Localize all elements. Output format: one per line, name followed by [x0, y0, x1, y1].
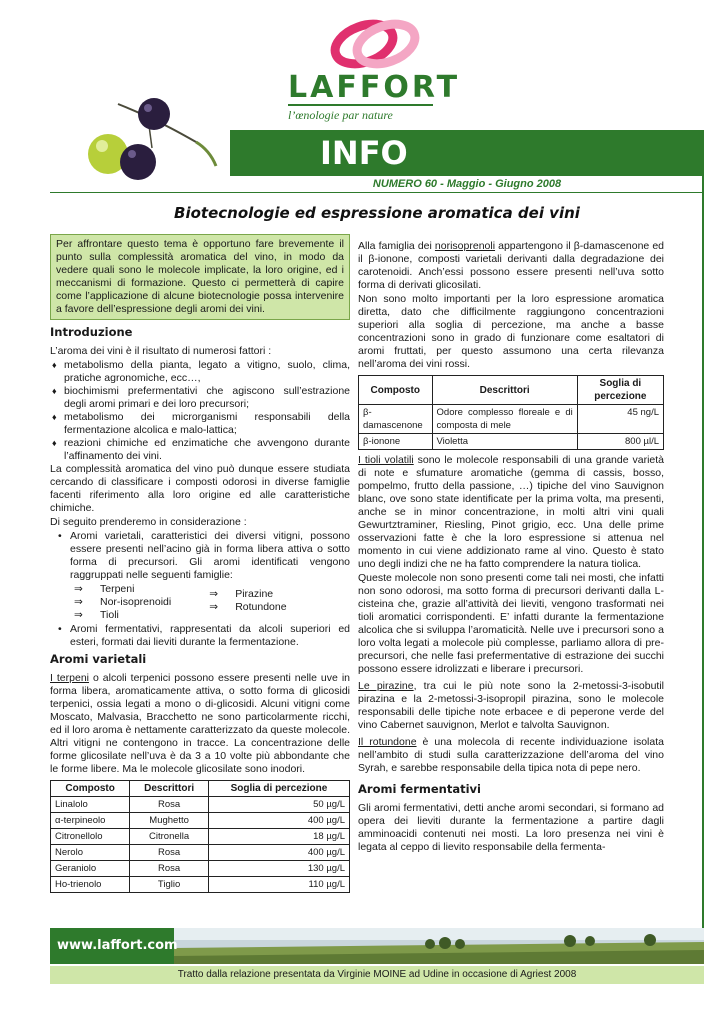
paragraph-norisoprenoli: Alla famiglia dei norisoprenoli appartengono il β-damascenone ed il β-ionone, composti varietali derivanti dalla degradazione dei carotenoidi. Anch’essi possono essere presenti nell’uva sotto forma di derivati glicosilati.: [358, 240, 664, 291]
list-item: • Aromi varietali, caratteristici dei diversi vitigni, possono essere presenti nell’acino già in forma libera attiva o sotto forma di precursori. Gli aromi identificati vengono raggruppati nelle seguenti famiglie:: [54, 530, 350, 582]
list-item: • Aromi fermentativi, rappresentati da alcoli superiori ed esteri, formati dai lieviti durante la fermentazione.: [54, 623, 350, 649]
column-header: Descrittori: [432, 376, 577, 405]
laffort-logo-icon: [320, 12, 430, 76]
paragraph: Queste molecole non sono presenti come tali nei mosti, che infatti non sono odorosi, ma sotto forma di precursori derivanti dalla L-cisteina che, grazie all’attività dei lieviti, vengono trasformati nei tioli aromatici corrispondenti. E’ infatti durante la fermentazione alcolica che si sviluppa l’aromaticità. Nelle uve i precursori sono a loro volta legati a molecole più complesse, parliamo allora di pre-precursori, che nelle fasi prefermentative di estrazione dei succhi possono essere idrolizzati e liberare i precursori.: [358, 572, 664, 675]
table-cell: Geraniolo: [51, 861, 130, 877]
table-cell: Violetta: [432, 434, 577, 450]
aroma-categories-list: [54, 530, 350, 582]
table-cell: 18 µg/L: [208, 829, 349, 845]
paragraph: Di seguito prenderemo in considerazione :: [50, 516, 247, 528]
column-header: Soglia di percezione: [577, 376, 663, 405]
table-cell: Odore complesso floreale e di composta di mele: [432, 405, 577, 434]
paragraph-pirazine: Le pirazine, tra cui le più note sono la 2-metossi-3-isobutil pirazina e la 2-metossi-3-isopropil pirazina, sono le molecole responsabili delle tipiche note erbacee e di peperone verde del vino Cabernet sauvignon, Merlot e talvolta Sauvignon.: [358, 680, 664, 731]
info-title: INFO: [320, 134, 408, 172]
table-cell: 110 µg/L: [208, 877, 349, 893]
table-cell: Rosa: [130, 797, 209, 813]
paragraph: L’aroma dei vini è il risultato di numerosi fattori :: [50, 345, 272, 357]
paragraph: Gli aromi fermentativi, detti anche aromi secondari, si formano ad opera dei lieviti durante la fermentazione a partire dagli amminoacidi contenuti nei mosti. La loro presenza nei vini è legata al ceppo di lievito responsabile della fermenta-: [358, 802, 664, 853]
paragraph-terpeni: I terpeni o alcoli terpenici possono essere presenti nelle uve in forma libera, aromaticamente attiva, o sotto forma di glicosidi terpenici, ossia legati a mono o di-glicosidi. Alcuni vitigni come Moscato, Malvasia, Bracchetto ne sono particolarmente ricchi, ed il loro aroma è nettamente caratterizzato da queste molecole. Altri vitigni ne contengono in tracce. La concentrazione delle forme glicosilate nell’uva è da 3 a 10 volte più abbondante che le forme libere. Ma le molecole glicosilate sono inodori.: [50, 672, 350, 775]
family-item: ⇒ Rotundone: [209, 601, 286, 614]
table-cell: 800 µl/L: [577, 434, 663, 450]
brand-name: LAFFORT: [288, 70, 461, 105]
term-pirazine: Le pirazine: [358, 680, 414, 692]
column-header: Composto: [51, 781, 130, 797]
table-cell: β-damascenone: [359, 405, 433, 434]
family-item: ⇒ Terpeni: [74, 583, 171, 596]
brand-tagline: l’œnologie par nature: [288, 104, 433, 123]
table-row: [359, 434, 664, 450]
left-column: [50, 234, 350, 897]
website-link[interactable]: www.laffort.com: [50, 928, 174, 964]
table-cell: 130 µg/L: [208, 861, 349, 877]
table-cell: Tiglio: [130, 877, 209, 893]
list-item: ♦ biochimismi prefermentativi che agiscono sull’estrazione degli aromi primari e dei loro precursori;: [50, 385, 350, 411]
terpenes-table: [50, 780, 350, 893]
table-header-row: [359, 376, 664, 405]
document-title: Biotecnologie ed espressione aromatica dei vini: [174, 204, 580, 222]
table-cell: Nerolo: [51, 845, 130, 861]
paragraph: La complessità aromatica del vino può dunque essere studiata cercando di classificare i composti odorosi in diverse famiglie facenti riferimento alla loro origine ed alle caratteristiche chimiche.: [50, 463, 350, 514]
list-item: ♦ metabolismo dei microrganismi responsabili della fermentazione alcolica e malo-lattica;: [50, 411, 350, 437]
table-cell: β-ionone: [359, 434, 433, 450]
table-header-row: [51, 781, 350, 797]
right-column: [358, 240, 664, 855]
term-rotundone: Il rotundone: [358, 736, 417, 748]
term-norisoprenoli: norisoprenoli: [434, 240, 496, 252]
table-row: [51, 877, 350, 893]
table-row: [51, 845, 350, 861]
table-cell: Citronella: [130, 829, 209, 845]
term-tioli: I tioli volatili: [358, 454, 414, 466]
info-banner: [230, 130, 704, 176]
footer-caption: Tratto dalla relazione presentata da Virginie MOINE ad Udine in occasione di Agriest 2008: [50, 966, 704, 984]
table-cell: Rosa: [130, 861, 209, 877]
intro-summary-box: Per affrontare questo tema è opportuno fare brevemente il punto sulla complessità aromatica del vino, in modo da vedere quali sono le molecole implicate, la loro origine, ed i meccanismi di formazione. Questo ci permetterà di capire come l’applicazione di alcune biotecnologie possa intervenire a favore dell’espressione degli aromi dei vini.: [50, 234, 350, 320]
table-cell: Mughetto: [130, 813, 209, 829]
family-item: ⇒ Nor-isoprenoidi: [74, 596, 171, 609]
column-header: Composto: [359, 376, 433, 405]
table-cell: Ho-trienolo: [51, 877, 130, 893]
factors-list: [50, 359, 350, 463]
footer-banner: [50, 928, 704, 964]
table-row: [51, 829, 350, 845]
table-cell: 400 µg/L: [208, 845, 349, 861]
table-cell: 50 µg/L: [208, 797, 349, 813]
column-header: Descrittori: [130, 781, 209, 797]
list-item: ♦ metabolismo della pianta, legato a vitigno, suolo, clima, pratiche agronomiche, ecc…,: [50, 359, 350, 385]
paragraph-tioli: I tioli volatili sono le molecole responsabili di una grande varietà di note e sfumature aromatiche (gemma di cassis, bosso, pompelmo, frutto della passione, …) tipiche del vino Sauvignon blanc, ove sono state identificate per la prima volta, ma presenti, anche se in minor concentrazione, in molti altri vini quali Gewurtztraminer, Riesling, Pinot grigio, ecc. Una delle prime osservazioni fatte è che la loro espressione si attenua nel momento in cui viene addizionato rame al vino. Questo è stato uno degli indizi che ne ha fatto comprendere la natura tiolica.: [358, 454, 664, 570]
table-cell: Linalolo: [51, 797, 130, 813]
issue-number: NUMERO 60 - Maggio - Giugno 2008: [372, 178, 562, 190]
table-cell: 400 µg/L: [208, 813, 349, 829]
table-row: [51, 861, 350, 877]
family-item: ⇒ Pirazine: [209, 588, 286, 601]
table-cell: 45 ng/L: [577, 405, 663, 434]
norisoprenoids-table: [358, 375, 664, 450]
heading-introduzione: Introduzione: [50, 325, 133, 339]
aroma-families: [50, 583, 350, 622]
column-header: Soglia di percezione: [208, 781, 349, 797]
table-row: [51, 813, 350, 829]
table-cell: Rosa: [130, 845, 209, 861]
table-cell: α-terpineolo: [51, 813, 130, 829]
table-row: [359, 405, 664, 434]
grapes-illustration: [78, 96, 228, 196]
family-item: ⇒ Tioli: [74, 609, 171, 622]
heading-aromi-fermentativi: Aromi fermentativi: [358, 782, 481, 796]
heading-aromi-varietali: Aromi varietali: [50, 652, 147, 666]
aroma-categories-list-2: [54, 623, 350, 649]
table-row: [51, 797, 350, 813]
term-terpeni: I terpeni: [50, 672, 89, 684]
right-border-rule: [702, 130, 704, 960]
paragraph: Non sono molto importanti per la loro espressione aromatica diretta, dato che difficilmente raggiungono concentrazioni superiori alla soglia di percezione, ma anche a basse concentrazioni sono in grado di funzionare come esaltatori di aromi fruttati, per questo assumono una certa rilevanza nell’aroma dei vini rossi.: [358, 293, 664, 370]
list-item: ♦ reazioni chimiche ed enzimatiche che avvengono durante l’affinamento dei vini.: [50, 437, 350, 463]
header-divider: [50, 192, 704, 193]
paragraph-rotundone: Il rotundone è una molecola di recente individuazione isolata nell’ambito di studi sulla caratterizzazione dell’aroma del vino Syrah, e sarebbe responsabile della tipica nota di pepe nero.: [358, 736, 664, 774]
table-cell: Citronellolo: [51, 829, 130, 845]
